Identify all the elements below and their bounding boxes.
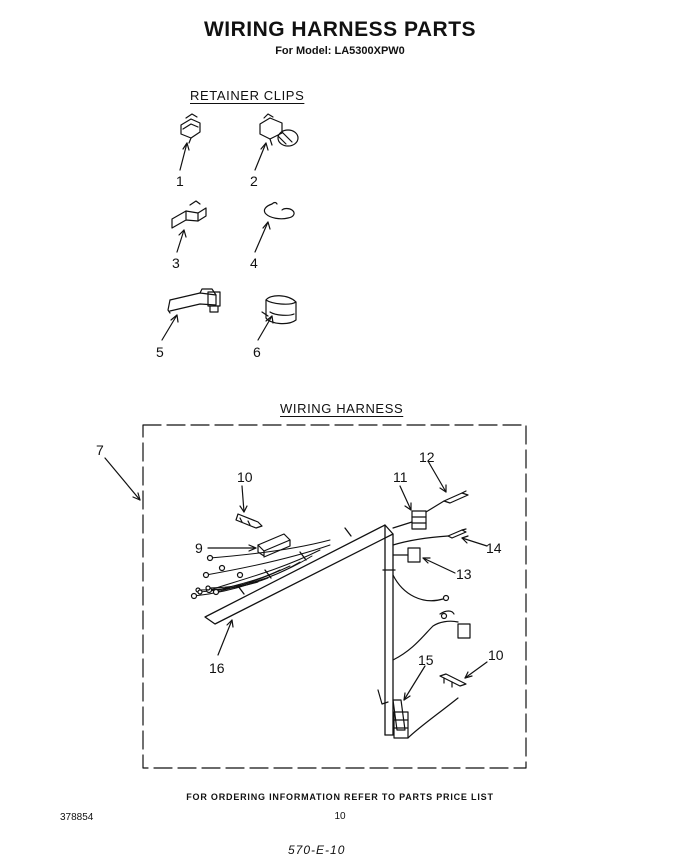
- callout-7: 7: [96, 442, 104, 458]
- connector-9: [258, 534, 290, 557]
- callout-11: 11: [393, 469, 408, 485]
- harness-trunk: [205, 525, 395, 735]
- model-subtitle: For Model: LA5300XPW0: [275, 45, 405, 57]
- retainer-clip-3: [172, 201, 206, 228]
- document-number: 378854: [60, 812, 94, 823]
- callout-10-bottom: 10: [488, 647, 504, 663]
- callout-14: 14: [486, 540, 502, 556]
- connector-11: [393, 511, 426, 529]
- terminal-10-top: [236, 514, 262, 528]
- retainer-clip-5: [168, 289, 220, 313]
- ordering-note: FOR ORDERING INFORMATION REFER TO PARTS PRICE LIST: [186, 792, 494, 802]
- leader-13: [423, 558, 455, 573]
- callout-6: 6: [253, 344, 261, 360]
- callout-15: 15: [418, 652, 434, 668]
- page-title: WIRING HARNESS PARTS: [203, 18, 477, 41]
- connector-13: [393, 548, 449, 601]
- connector-lower-right: [393, 611, 470, 660]
- callout-16: 16: [209, 660, 225, 676]
- callout-10-top: 10: [237, 469, 253, 485]
- callout-3: 3: [172, 255, 180, 271]
- callout-1: 1: [176, 173, 184, 189]
- callout-2: 2: [250, 173, 258, 189]
- leader-4: [255, 222, 268, 252]
- callout-4: 4: [250, 255, 258, 271]
- terminal-12: [426, 491, 468, 512]
- leader-7: [105, 458, 140, 500]
- wiring-harness-heading: WIRING HARNESS: [280, 401, 404, 416]
- callout-12: 12: [419, 449, 435, 465]
- handwritten-code: 570-E-10: [288, 843, 346, 857]
- leader-12: [428, 461, 446, 492]
- retainer-clip-1: [181, 114, 200, 143]
- retainer-clips-heading: RETAINER CLIPS: [190, 88, 305, 103]
- leader-5: [162, 315, 177, 340]
- callout-13: 13: [456, 566, 472, 582]
- leader-15: [404, 666, 425, 700]
- leader-2: [255, 143, 266, 170]
- retainer-clip-2: [260, 114, 298, 146]
- leader-10-bottom: [465, 662, 487, 678]
- terminal-14: [393, 529, 466, 545]
- callout-9: 9: [195, 540, 203, 556]
- retainer-clip-4: [264, 203, 294, 219]
- terminal-10-bottom: [440, 674, 466, 687]
- leader-6: [258, 316, 272, 340]
- harness-frame: [143, 425, 526, 768]
- leader-16: [218, 620, 232, 655]
- callout-5: 5: [156, 344, 164, 360]
- wire-terminals: [192, 556, 243, 599]
- leader-10-top: [242, 486, 244, 512]
- connector-15: [378, 690, 458, 738]
- page-number: 10: [334, 811, 346, 822]
- leader-1: [180, 143, 187, 170]
